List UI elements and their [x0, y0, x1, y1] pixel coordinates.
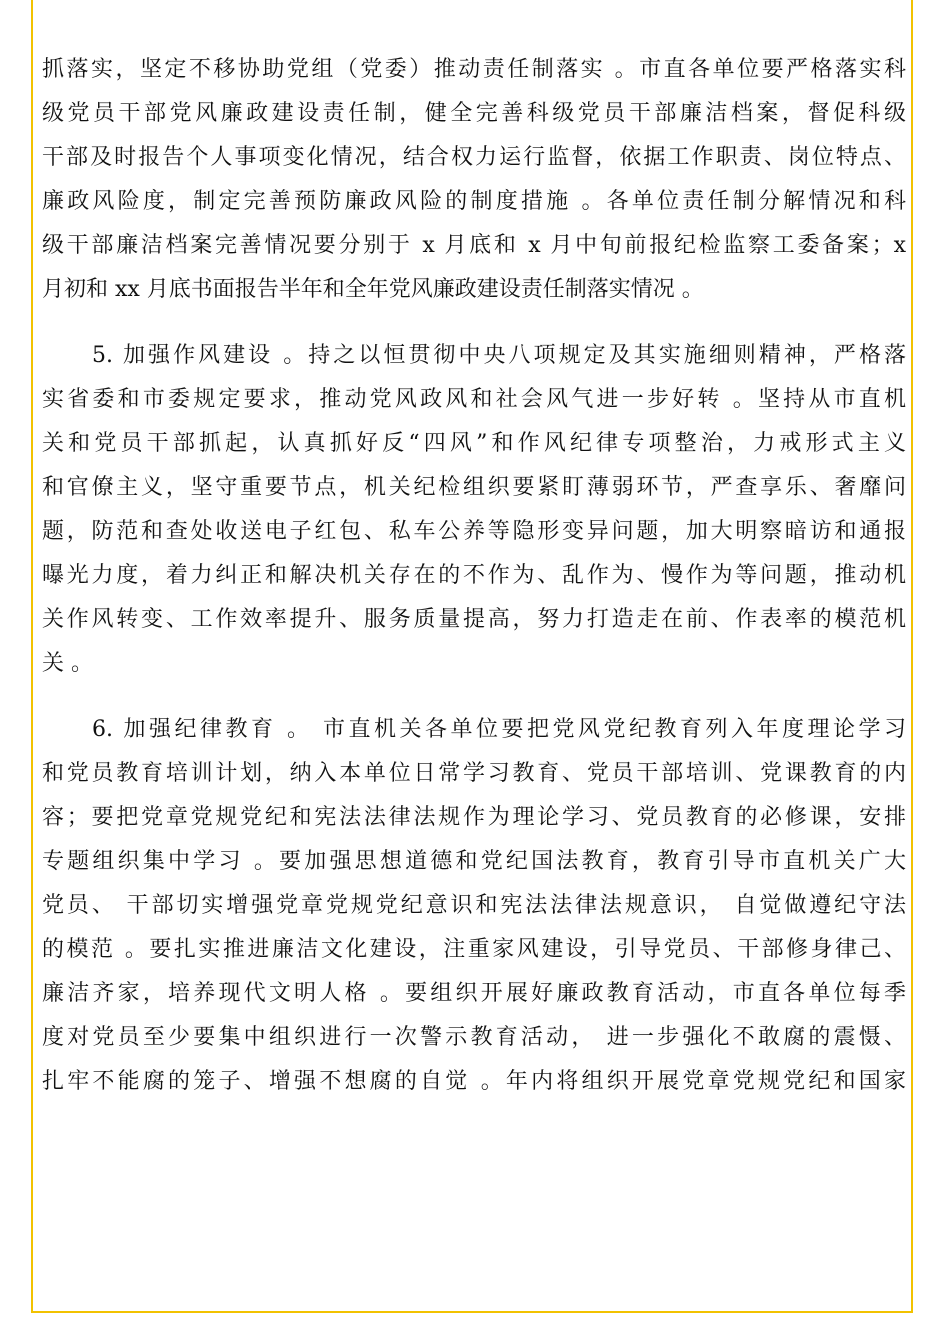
document-body — [42, 48, 906, 1104]
text-line: 关和党员干部抓起，认真抓好反“四风”和作风纪律专项整治，力戒形式主义 — [42, 431, 906, 456]
paragraph-1 — [42, 48, 906, 312]
text-line: 抓落实，坚定不移协助党组（党委）推动责任制落实 。市直各单位要严格落实科 — [42, 57, 906, 82]
paragraph-2-work-style — [42, 334, 906, 686]
text-line: 级党员干部党风廉政建设责任制，健全完善科级党员干部廉洁档案，督促科级 — [42, 101, 906, 126]
text-line: 党员、 干部切实增强党章党规党纪意识和宪法法律法规意识， 自觉做遵纪守法 — [42, 893, 906, 918]
text-line: 月初和 xx 月底书面报告半年和全年党风廉政建设责任制落实情况 。 — [42, 277, 704, 302]
text-line: 和官僚主义，坚守重要节点，机关纪检组织要紧盯薄弱环节，严查享乐、奢靡问 — [42, 475, 906, 500]
text-line: 和党员教育培训计划，纳入本单位日常学习教育、党员干部培训、党课教育的内 — [42, 761, 906, 786]
text-line: 级干部廉洁档案完善情况要分别于 x 月底和 x 月中旬前报纪检监察工委备案；x — [42, 233, 906, 258]
text-line: 题，防范和查处收送电子红包、私车公养等隐形变异问题，加大明察暗访和通报 — [42, 519, 906, 544]
text-line: 实省委和市委规定要求，推动党风政风和社会风气进一步好转 。坚持从市直机 — [42, 387, 906, 412]
text-line: 度对党员至少要集中组织进行一次警示教育活动， 进一步强化不敢腐的震慑、 — [42, 1025, 906, 1050]
paragraph-gap — [42, 686, 906, 708]
text-line: 曝光力度，着力纠正和解决机关存在的不作为、乱作为、慢作为等问题，推动机 — [42, 563, 906, 588]
paragraph-gap — [42, 312, 906, 334]
text-line: 廉政风险度，制定完善预防廉政风险的制度措施 。各单位责任制分解情况和科 — [42, 189, 906, 214]
text-line: 关作风转变、工作效率提升、服务质量提高，努力打造走在前、作表率的模范机 — [42, 607, 906, 632]
text-line: 扎牢不能腐的笼子、增强不想腐的自觉 。年内将组织开展党章党规党纪和国家 — [42, 1069, 906, 1094]
text-line: 5. 加强作风建设 。持之以恒贯彻中央八项规定及其实施细则精神，严格落 — [92, 343, 906, 368]
text-line: 专题组织集中学习 。要加强思想道德和党纪国法教育，教育引导市直机关广大 — [42, 849, 906, 874]
text-line: 6. 加强纪律教育 。 市直机关各单位要把党风党纪教育列入年度理论学习 — [92, 717, 906, 742]
text-line: 关 。 — [42, 651, 93, 676]
text-line: 容；要把党章党规党纪和宪法法律法规作为理论学习、党员教育的必修课，安排 — [42, 805, 906, 830]
text-line: 廉洁齐家，培养现代文明人格 。要组织开展好廉政教育活动，市直各单位每季 — [42, 981, 906, 1006]
text-line: 的模范 。要扎实推进廉洁文化建设，注重家风建设，引导党员、干部修身律己、 — [42, 937, 906, 962]
text-line: 干部及时报告个人事项变化情况，结合权力运行监督，依据工作职责、岗位特点、 — [42, 145, 906, 170]
paragraph-3-discipline-education — [42, 708, 906, 1104]
